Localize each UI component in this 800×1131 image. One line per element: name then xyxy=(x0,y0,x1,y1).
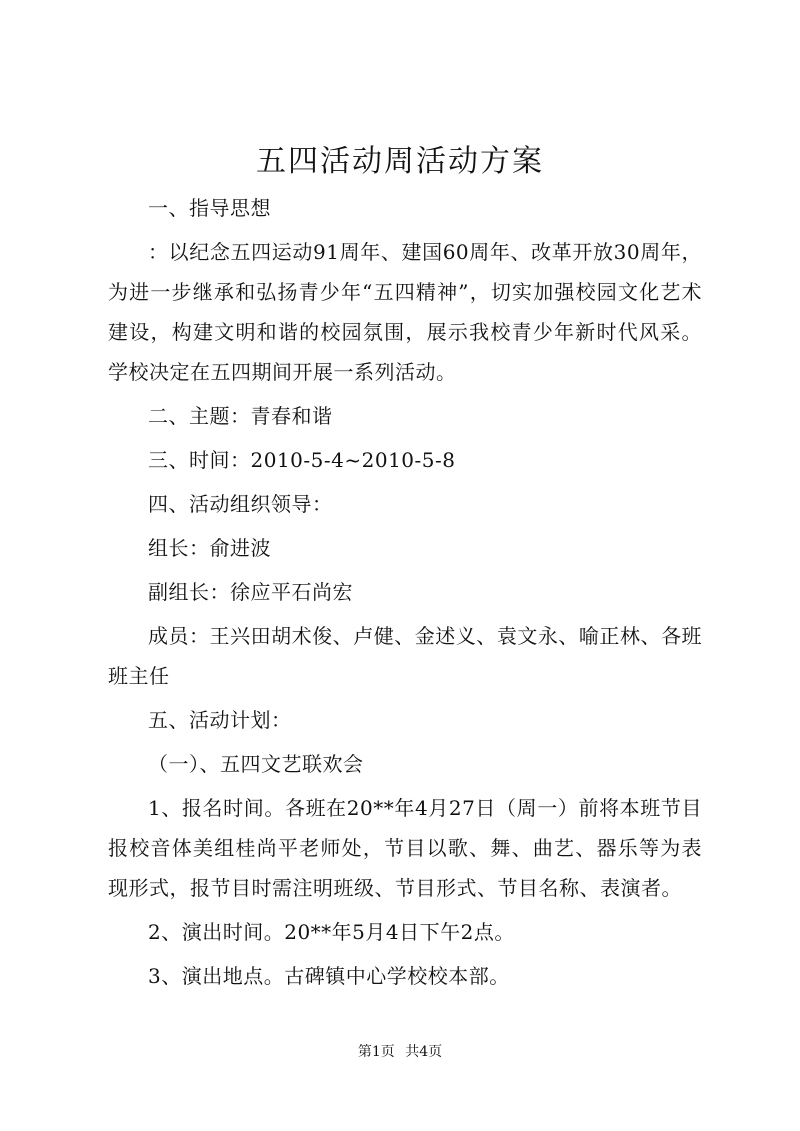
section-heading-guiding-thought: 一、指导思想 xyxy=(148,196,271,220)
document-body xyxy=(108,188,702,996)
paragraph-registration: 1、报名时间。各班在20**年4月27日（周一）前将本班节目报校音体美组桂尚平老师处，节目以歌、舞、曲艺、器乐等为表现形式，报节目时需注明班级、节目形式、节目名称、表演者。 xyxy=(108,796,702,900)
section-heading-leadership: 四、活动组织领导： xyxy=(148,492,333,516)
paragraph-purpose: ：以纪念五四运动91周年、建国60周年、改革开放30周年，为进一步继承和弘扬青少年“五四精神”，切实加强校园文化艺术建设，构建文明和谐的校园氛围，展示我校青少年新时代风采。学校决定在五四期间开展一系列活动。 xyxy=(108,240,702,384)
paragraph-performance-time: 2、演出时间。20**年5月4日下午2点。 xyxy=(148,920,515,944)
subsection-heading-gala: （一）、五四文艺联欢会 xyxy=(148,752,364,776)
page-footer xyxy=(0,1042,800,1062)
section-heading-theme: 二、主题：青春和谐 xyxy=(148,404,333,428)
paragraph-members: 成员：王兴田胡术俊、卢健、金述义、袁文永、喻正林、各班班主任 xyxy=(108,624,702,688)
section-heading-activity-plan: 五、活动计划： xyxy=(148,708,292,732)
paragraph-deputy-leader: 副组长：徐应平石尚宏 xyxy=(148,580,353,604)
paragraph-performance-location: 3、演出地点。古碑镇中心学校校本部。 xyxy=(148,964,510,988)
document-title: 五四活动周活动方案 xyxy=(256,144,544,179)
paragraph-team-leader: 组长：俞进波 xyxy=(148,536,271,560)
page-total: 共4页 xyxy=(405,1044,443,1060)
section-heading-time: 三、时间：2010-5-4~2010-5-8 xyxy=(148,448,456,472)
page-number: 第1页 xyxy=(357,1044,395,1060)
